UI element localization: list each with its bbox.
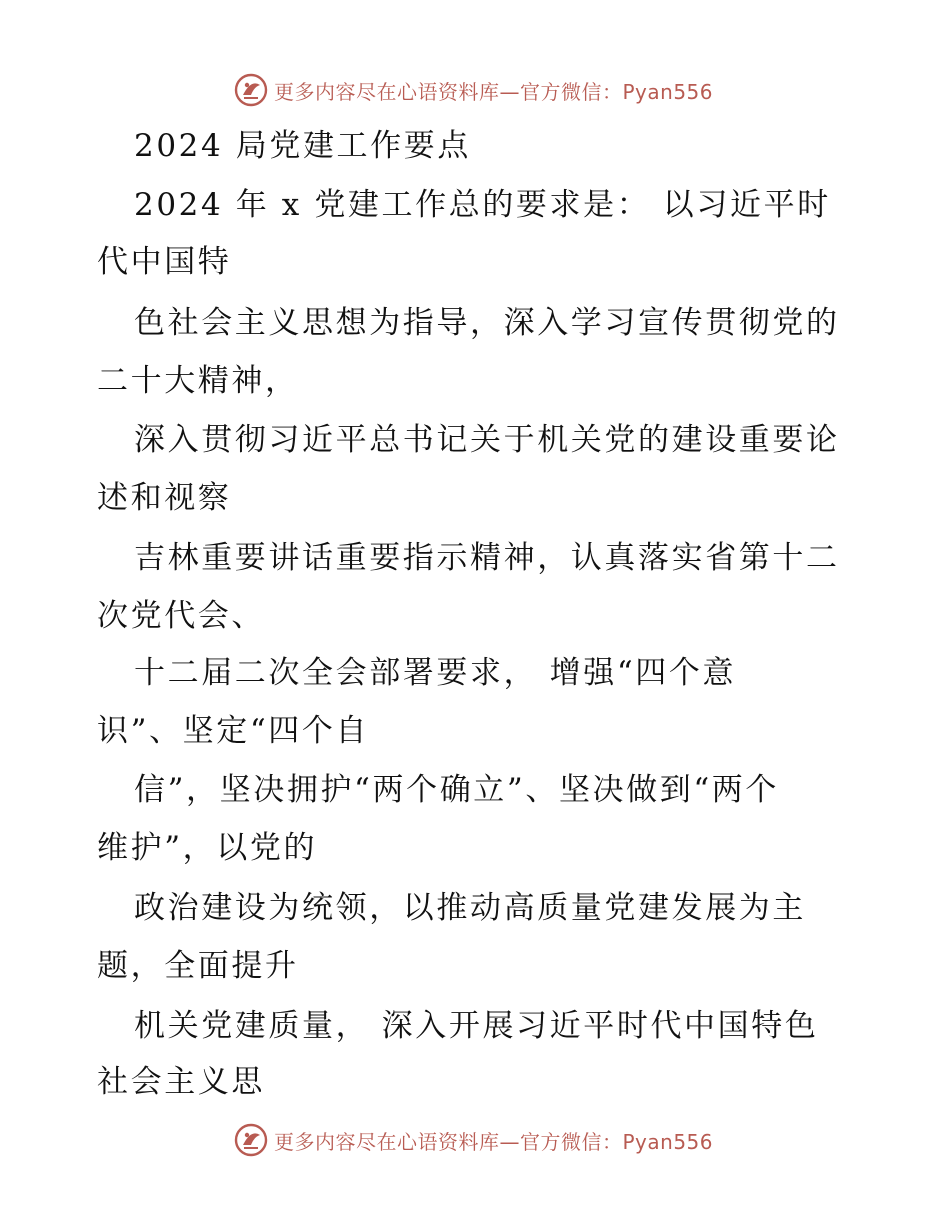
paragraph-line: 述和视察 (97, 480, 232, 516)
paragraph-line: 社会主义思 (97, 1064, 265, 1100)
paragraph-line: 深入贯彻习近平总书记关于机关党的建设重要论 (134, 422, 840, 458)
brand-logo-icon (234, 73, 268, 107)
paragraph-line: 二十大精神， (97, 363, 299, 399)
header-banner-text: 更多内容尽在心语资料库—官方微信：Pyan556 (274, 79, 714, 104)
header-banner (234, 70, 713, 110)
paragraph-line: 题，全面提升 (97, 948, 299, 984)
document-title: 2024 局党建工作要点 (134, 128, 471, 164)
footer-banner-text: 更多内容尽在心语资料库—官方微信：Pyan556 (274, 1129, 714, 1154)
paragraph-line: 色社会主义思想为指导，深入学习宣传贯彻党的 (134, 305, 840, 341)
paragraph-line: 机关党建质量， 深入开展习近平时代中国特色 (134, 1008, 819, 1044)
paragraph-line: 代中国特 (97, 244, 232, 280)
paragraph-line: 维护”，以党的 (97, 830, 318, 866)
paragraph-line: 2024 年 x 党建工作总的要求是： 以习近平时 (134, 187, 831, 223)
paragraph-line: 吉林重要讲话重要指示精神，认真落实省第十二 (134, 540, 840, 576)
paragraph-line: 次党代会、 (97, 598, 265, 634)
footer-banner (234, 1120, 713, 1160)
paragraph-line: 识”、坚定“四个自 (97, 713, 370, 749)
brand-logo-icon (234, 1123, 268, 1157)
paragraph-line: 十二届二次全会部署要求， 增强“四个意 (134, 655, 737, 691)
paragraph-line: 信”，坚决拥护“两个确立”、坚决做到“两个 (134, 772, 779, 808)
paragraph-line: 政治建设为统领，以推动高质量党建发展为主 (134, 890, 806, 926)
